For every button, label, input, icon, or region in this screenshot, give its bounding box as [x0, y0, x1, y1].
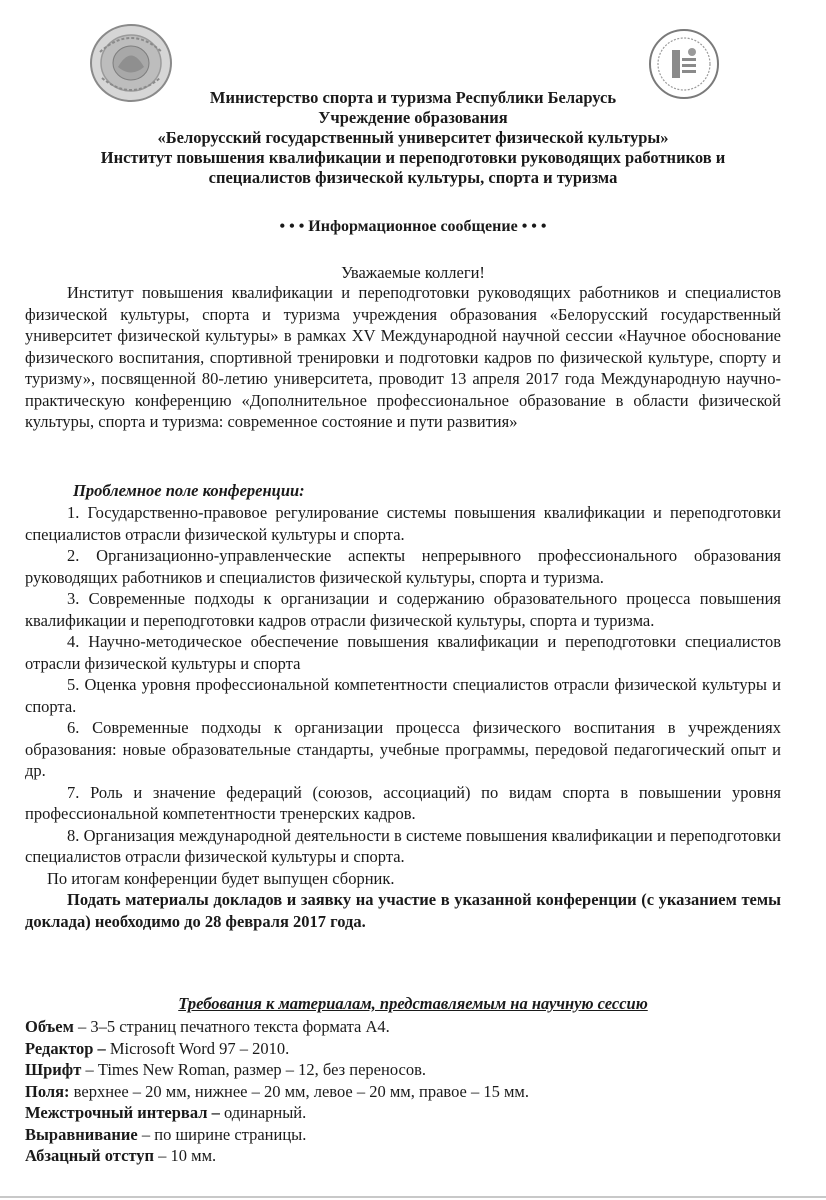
list-item: 6. Современные подходы к организации процесса физического воспитания в учреждениях образования: новые образовательные стандарты, учебные программы, передовой педагогический опыт и др.: [25, 718, 781, 780]
list-item: 4. Научно-методическое обеспечение повышения квалификации и переподготовки специалистов отрасли физической культуры и спорта: [25, 632, 781, 673]
requirement-margins: Поля: верхнее – 20 мм, нижнее – 20 мм, левое – 20 мм, правое – 15 мм.: [25, 1081, 529, 1101]
ministry-name: Министерство спорта и туризма Республики Беларусь: [209, 88, 617, 107]
document-header: [0, 88, 826, 188]
problem-field-title: Проблемное поле конференции:: [73, 481, 305, 500]
list-item: 5. Оценка уровня профессиональной компетентности специалистов отрасли физической культуры и спорта.: [25, 675, 781, 716]
university-name: «Белорусский государственный университет физической культуры»: [157, 128, 669, 147]
proceedings-note: По итогам конференции будет выпущен сборник.: [47, 868, 395, 888]
greeting: Уважаемые коллеги!: [341, 263, 485, 282]
list-item: 1. Государственно-правовое регулирование системы повышения квалификации и переподготовки специалистов отрасли физической культуры и спорта.: [25, 503, 781, 544]
requirement-volume: Объем – 3–5 страниц печатного текста формата А4.: [25, 1017, 390, 1036]
requirement-font: Шрифт – Times New Roman, размер – 12, без переносов.: [25, 1060, 426, 1079]
submission-deadline: Подать материалы докладов и заявку на участие в указанной конференции (с указанием темы доклада) необходимо до 28 февраля 2017 года.: [25, 890, 781, 931]
requirements-list: [25, 1016, 785, 1167]
list-item: 7. Роль и значение федераций (союзов, ассоциаций) по видам спорта в повышении уровня профессиональной компетентности тренерских кадров.: [25, 782, 781, 823]
requirement-editor: Редактор – Microsoft Word 97 – 2010.: [25, 1038, 290, 1058]
institute-name-line2: специалистов физической культуры, спорта и туризма: [208, 168, 618, 187]
institution-type: Учреждение образования: [318, 108, 508, 127]
institute-name-line1: Институт повышения квалификации и переподготовки руководящих работников и: [100, 148, 726, 167]
requirement-indent: Абзацный отступ – 10 мм.: [25, 1146, 217, 1165]
problem-field-list: [25, 502, 781, 932]
info-message-title: • • • Информационное сообщение • • •: [279, 218, 547, 235]
requirement-alignment: Выравнивание – по ширине страницы.: [25, 1124, 307, 1144]
requirements-title: Требования к материалам, представляемым на научную сессию: [178, 994, 648, 1013]
scan-edge-divider: [0, 1196, 826, 1198]
list-item: 2. Организационно-управленческие аспекты непрерывного профессионального образования руководящих работников и специалистов физической культуры, спорта и туризма.: [25, 546, 781, 587]
list-item: 3. Современные подходы к организации и содержанию образовательного процесса повышения квалификации и переподготовки кадров отрасли физической культуры, спорта и туризма.: [25, 589, 781, 630]
requirement-line-spacing: Межстрочный интервал – одинарный.: [25, 1103, 307, 1122]
intro-paragraph: Институт повышения квалификации и переподготовки руководящих работников и специалистов физической культуры, спорта и туризма учреждения образования «Белорусский государственный университет физической культуры» в рамках XV Международной научной сессии «Научное обоснование физического воспитания, спортивной тренировки и подготовки кадров по физической культуре, спорту и туризму», посвященной 80-летию университета, проводит 13 апреля 2017 года Международную научно-практическую конференцию «Дополнительное профессиональное образование в области физической культуры, спорта и туризма: современное состояние и пути развития»: [25, 283, 781, 431]
list-item: 8. Организация международной деятельности в системе повышения квалификации и переподготовки специалистов отрасли физической культуры и спорта.: [25, 825, 781, 866]
